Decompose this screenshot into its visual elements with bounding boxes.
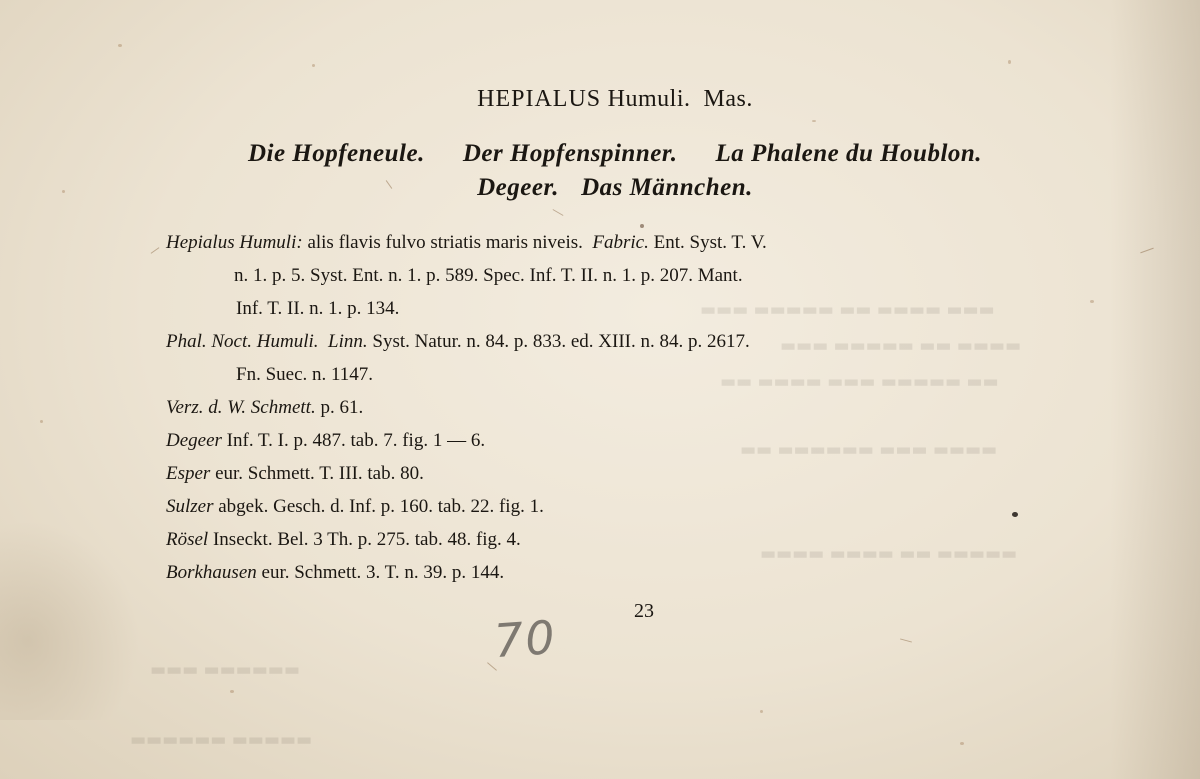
title-sex: Mas. (703, 86, 753, 112)
show-through: ▬▬▬ ▬▬▬▬ ▬▬ ▬▬▬▬▬ ▬▬▬ (700, 300, 995, 320)
pencil-annotation: 70 (492, 609, 559, 669)
paper-speck (230, 690, 234, 693)
common-name-sex: Das Männchen. (581, 174, 753, 201)
reference-text: abgek. Gesch. d. Inf. p. 160. tab. 22. fig. 1. (218, 496, 544, 517)
paper-speck (40, 420, 43, 423)
paper-speck (960, 742, 964, 745)
reference-author: Degeer (166, 430, 222, 451)
reference-line (166, 457, 1066, 490)
reference-line (166, 391, 1066, 424)
paper-fiber (900, 638, 912, 642)
reference-author: Borkhausen (166, 562, 257, 583)
reference-author: Hepialus Humuli: (166, 232, 303, 253)
show-through: ▬▬▬▬ ▬▬▬ ▬▬▬▬▬▬ ▬▬ (740, 440, 998, 460)
reference-line (166, 226, 1066, 259)
show-through: ▬▬ ▬▬▬▬▬ ▬▬▬ ▬▬▬▬ ▬▬ (720, 372, 999, 392)
reference-text: Inseckt. Bel. 3 Th. p. 275. tab. 48. fig. 4. (212, 529, 521, 550)
common-name-german-1: Die Hopfeneule. (247, 140, 425, 167)
common-name-author: Degeer. (477, 174, 560, 201)
reference-author: Fabric. (592, 232, 649, 253)
paper-speck (1090, 300, 1094, 303)
reference-text: p. 61. (320, 397, 364, 418)
reference-line (166, 490, 1066, 523)
common-name-german-2: Der Hopfenspinner. (462, 140, 678, 167)
show-through: ▬▬▬▬▬▬ ▬▬▬ (150, 660, 300, 680)
reference-line (166, 523, 1066, 556)
paper-fiber (553, 209, 564, 216)
paper-fiber (151, 247, 160, 254)
reference-author: Esper (166, 463, 211, 484)
reference-line (166, 325, 1066, 358)
reference-author: Phal. Noct. Humuli. (166, 331, 319, 352)
reference-line (166, 556, 1066, 589)
reference-line (166, 292, 1066, 325)
show-through: ▬▬▬▬▬ ▬▬▬▬▬▬ (130, 730, 313, 750)
paper-speck (812, 120, 816, 122)
reference-text: eur. Schmett. 3. T. n. 39. p. 144. (261, 562, 505, 583)
paper-stain (0, 520, 140, 720)
common-names-line-1 (0, 140, 1200, 168)
common-name-french: La Phalene du Houblon. (715, 140, 983, 167)
paper-speck (1008, 60, 1011, 64)
title-genus: HEPIALUS (477, 86, 602, 112)
page-number: 23 (634, 600, 654, 622)
reference-text: Inf. T. I. p. 487. tab. 7. fig. 1 — 6. (226, 430, 486, 451)
reference-line (166, 259, 1066, 292)
reference-line (166, 424, 1066, 457)
reference-text: Ent. Syst. T. V. (653, 232, 767, 253)
reference-text: alis flavis fulvo striatis maris niveis. (307, 232, 583, 253)
show-through: ▬▬▬▬ ▬▬ ▬▬▬▬▬ ▬▬▬ (780, 336, 1022, 356)
title-species: Humuli. (607, 86, 691, 112)
common-names-line-2 (0, 174, 1200, 202)
reference-list (166, 226, 1066, 589)
reference-author: Rösel (166, 529, 209, 550)
paper-speck (312, 64, 315, 67)
paper-speck (760, 710, 763, 713)
page-edge-shadow (1110, 0, 1200, 779)
reference-author: Verz. d. W. Schmett. (166, 397, 316, 418)
reference-text: Inf. T. II. n. 1. p. 134. (236, 298, 400, 319)
page-title (0, 86, 1200, 113)
reference-author: Linn. (328, 331, 368, 352)
reference-text: n. 1. p. 5. Syst. Ent. n. 1. p. 589. Spec. Inf. T. II. n. 1. p. 207. Mant. (234, 265, 743, 286)
reference-author: Sulzer (166, 496, 214, 517)
show-through: ▬▬▬▬▬ ▬▬ ▬▬▬▬ ▬▬▬▬ (760, 544, 1018, 564)
reference-text: eur. Schmett. T. III. tab. 80. (215, 463, 424, 484)
reference-text: Fn. Suec. n. 1147. (236, 364, 374, 385)
paper-speck (118, 44, 122, 47)
reference-text: Syst. Natur. n. 84. p. 833. ed. XIII. n. 84. p. 2617. (372, 331, 750, 352)
reference-line (166, 358, 1066, 391)
